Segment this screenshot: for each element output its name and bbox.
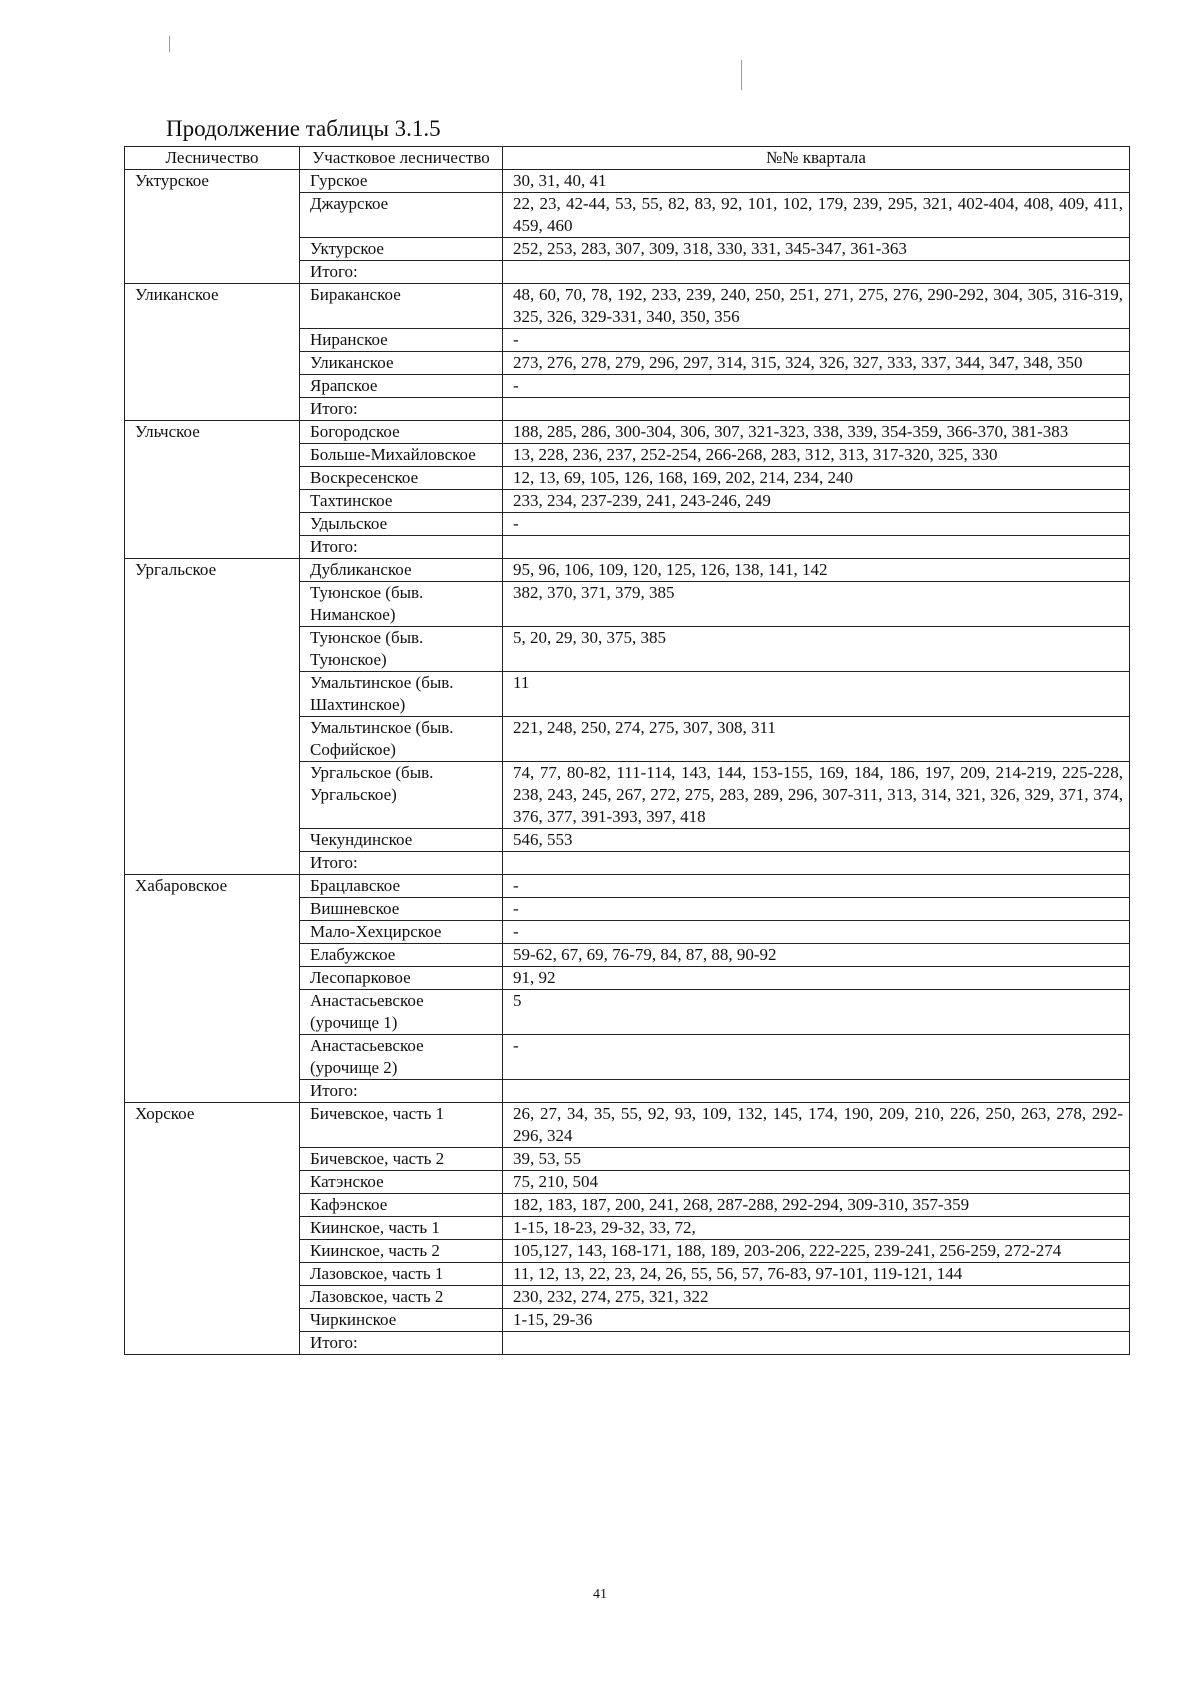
- quarters-cell: 382, 370, 371, 379, 385: [503, 582, 1130, 627]
- district-forestry-cell: Туюнское (быв. Ниманское): [300, 582, 503, 627]
- quarters-cell: 26, 27, 34, 35, 55, 92, 93, 109, 132, 145, 174, 190, 209, 210, 226, 250, 263, 278, 292-296, 324: [503, 1103, 1130, 1148]
- forestry-cell: Ульчское: [125, 421, 300, 559]
- quarters-cell: [503, 852, 1130, 875]
- district-forestry-cell: Мало-Хехцирское: [300, 921, 503, 944]
- quarters-cell: 233, 234, 237-239, 241, 243-246, 249: [503, 490, 1130, 513]
- district-forestry-cell: Катэнское: [300, 1171, 503, 1194]
- district-forestry-cell: Тахтинское: [300, 490, 503, 513]
- district-forestry-cell: Богородское: [300, 421, 503, 444]
- quarters-cell: [503, 536, 1130, 559]
- district-forestry-cell: Лесопарковое: [300, 967, 503, 990]
- header-quarters: №№ квартала: [503, 147, 1130, 170]
- forestry-cell: Хабаровское: [125, 875, 300, 1103]
- quarters-cell: -: [503, 375, 1130, 398]
- district-forestry-cell: Джаурское: [300, 193, 503, 238]
- quarters-cell: 105,127, 143, 168-171, 188, 189, 203-206, 222-225, 239-241, 256-259, 272-274: [503, 1240, 1130, 1263]
- district-forestry-cell: Гурское: [300, 170, 503, 193]
- table-row: [125, 1103, 1130, 1148]
- district-forestry-cell: Умальтинское (быв. Софийское): [300, 717, 503, 762]
- quarters-cell: [503, 261, 1130, 284]
- district-forestry-cell: Итого:: [300, 536, 503, 559]
- district-forestry-cell: Бираканское: [300, 284, 503, 329]
- table-body: [125, 170, 1130, 1355]
- district-forestry-cell: Брацлавское: [300, 875, 503, 898]
- quarters-cell: 273, 276, 278, 279, 296, 297, 314, 315, 324, 326, 327, 333, 337, 344, 347, 348, 350: [503, 352, 1130, 375]
- quarters-cell: 13, 228, 236, 237, 252-254, 266-268, 283, 312, 313, 317-320, 325, 330: [503, 444, 1130, 467]
- quarters-cell: 5: [503, 990, 1130, 1035]
- district-forestry-cell: Итого:: [300, 1080, 503, 1103]
- district-forestry-cell: Чекундинское: [300, 829, 503, 852]
- quarters-cell: -: [503, 898, 1130, 921]
- district-forestry-cell: Ярапское: [300, 375, 503, 398]
- quarters-cell: 1-15, 18-23, 29-32, 33, 72,: [503, 1217, 1130, 1240]
- forest-quarters-table: [124, 146, 1130, 1355]
- quarters-cell: -: [503, 513, 1130, 536]
- forestry-cell: Хорское: [125, 1103, 300, 1355]
- quarters-cell: -: [503, 329, 1130, 352]
- district-forestry-cell: Туюнское (быв. Туюнское): [300, 627, 503, 672]
- page-title: Продолжение таблицы 3.1.5: [166, 116, 441, 141]
- forestry-cell: Уктурское: [125, 170, 300, 284]
- forestry-cell: Ургальское: [125, 559, 300, 875]
- district-forestry-cell: Итого:: [300, 1332, 503, 1355]
- quarters-cell: 252, 253, 283, 307, 309, 318, 330, 331, 345-347, 361-363: [503, 238, 1130, 261]
- quarters-cell: 5, 20, 29, 30, 375, 385: [503, 627, 1130, 672]
- quarters-cell: [503, 1080, 1130, 1103]
- table-header-row: [125, 147, 1130, 170]
- district-forestry-cell: Кафэнское: [300, 1194, 503, 1217]
- header-district-forestry: Участковое лесничество: [300, 147, 503, 170]
- district-forestry-cell: Чиркинское: [300, 1309, 503, 1332]
- quarters-cell: -: [503, 921, 1130, 944]
- quarters-cell: 230, 232, 274, 275, 321, 322: [503, 1286, 1130, 1309]
- quarters-cell: -: [503, 875, 1130, 898]
- quarters-cell: [503, 398, 1130, 421]
- district-forestry-cell: Воскресенское: [300, 467, 503, 490]
- page-number: 41: [593, 1587, 607, 1602]
- quarters-cell: 11, 12, 13, 22, 23, 24, 26, 55, 56, 57, 76-83, 97-101, 119-121, 144: [503, 1263, 1130, 1286]
- quarters-cell: 75, 210, 504: [503, 1171, 1130, 1194]
- quarters-cell: [503, 1332, 1130, 1355]
- district-forestry-cell: Больше-Михайловское: [300, 444, 503, 467]
- district-forestry-cell: Елабужское: [300, 944, 503, 967]
- quarters-cell: 95, 96, 106, 109, 120, 125, 126, 138, 141, 142: [503, 559, 1130, 582]
- quarters-cell: 30, 31, 40, 41: [503, 170, 1130, 193]
- district-forestry-cell: Удыльское: [300, 513, 503, 536]
- district-forestry-cell: Бичевское, часть 2: [300, 1148, 503, 1171]
- quarters-cell: 48, 60, 70, 78, 192, 233, 239, 240, 250, 251, 271, 275, 276, 290-292, 304, 305, 316-319, 325, 326, 329-331, 340, 350, 356: [503, 284, 1130, 329]
- table-row: [125, 421, 1130, 444]
- quarters-cell: 11: [503, 672, 1130, 717]
- quarters-cell: 1-15, 29-36: [503, 1309, 1130, 1332]
- district-forestry-cell: Анастасьевское (урочище 1): [300, 990, 503, 1035]
- scan-artifact-mark: [741, 60, 742, 90]
- scan-artifact-mark: [169, 36, 170, 52]
- district-forestry-cell: Вишневское: [300, 898, 503, 921]
- district-forestry-cell: Ниранское: [300, 329, 503, 352]
- district-forestry-cell: Лазовское, часть 1: [300, 1263, 503, 1286]
- district-forestry-cell: Киинское, часть 1: [300, 1217, 503, 1240]
- quarters-cell: 91, 92: [503, 967, 1130, 990]
- district-forestry-cell: Ургальское (быв. Ургальское): [300, 762, 503, 829]
- table-row: [125, 875, 1130, 898]
- quarters-cell: 221, 248, 250, 274, 275, 307, 308, 311: [503, 717, 1130, 762]
- quarters-cell: 188, 285, 286, 300-304, 306, 307, 321-323, 338, 339, 354-359, 366-370, 381-383: [503, 421, 1130, 444]
- district-forestry-cell: Бичевское, часть 1: [300, 1103, 503, 1148]
- district-forestry-cell: Уктурское: [300, 238, 503, 261]
- district-forestry-cell: Итого:: [300, 261, 503, 284]
- district-forestry-cell: Уликанское: [300, 352, 503, 375]
- table-row: [125, 559, 1130, 582]
- table-row: [125, 284, 1130, 329]
- quarters-cell: 12, 13, 69, 105, 126, 168, 169, 202, 214, 234, 240: [503, 467, 1130, 490]
- district-forestry-cell: Лазовское, часть 2: [300, 1286, 503, 1309]
- district-forestry-cell: Умальтинское (быв. Шахтинское): [300, 672, 503, 717]
- district-forestry-cell: Анастасьевское (урочище 2): [300, 1035, 503, 1080]
- district-forestry-cell: Итого:: [300, 398, 503, 421]
- quarters-cell: 74, 77, 80-82, 111-114, 143, 144, 153-155, 169, 184, 186, 197, 209, 214-219, 225-228, 238, 243, 245, 267, 272, 275, 283, 289, 296, 307-311, 313, 314, 321, 326, 329, 371, 374, 376, 377, 391-393, 397, 418: [503, 762, 1130, 829]
- quarters-cell: 39, 53, 55: [503, 1148, 1130, 1171]
- quarters-cell: -: [503, 1035, 1130, 1080]
- quarters-cell: 59-62, 67, 69, 76-79, 84, 87, 88, 90-92: [503, 944, 1130, 967]
- forestry-cell: Уликанское: [125, 284, 300, 421]
- district-forestry-cell: Дубликанское: [300, 559, 503, 582]
- district-forestry-cell: Киинское, часть 2: [300, 1240, 503, 1263]
- header-forestry: Лесничество: [125, 147, 300, 170]
- quarters-cell: 22, 23, 42-44, 53, 55, 82, 83, 92, 101, 102, 179, 239, 295, 321, 402-404, 408, 409, 411, 459, 460: [503, 193, 1130, 238]
- district-forestry-cell: Итого:: [300, 852, 503, 875]
- table-row: [125, 170, 1130, 193]
- quarters-cell: 182, 183, 187, 200, 241, 268, 287-288, 292-294, 309-310, 357-359: [503, 1194, 1130, 1217]
- quarters-cell: 546, 553: [503, 829, 1130, 852]
